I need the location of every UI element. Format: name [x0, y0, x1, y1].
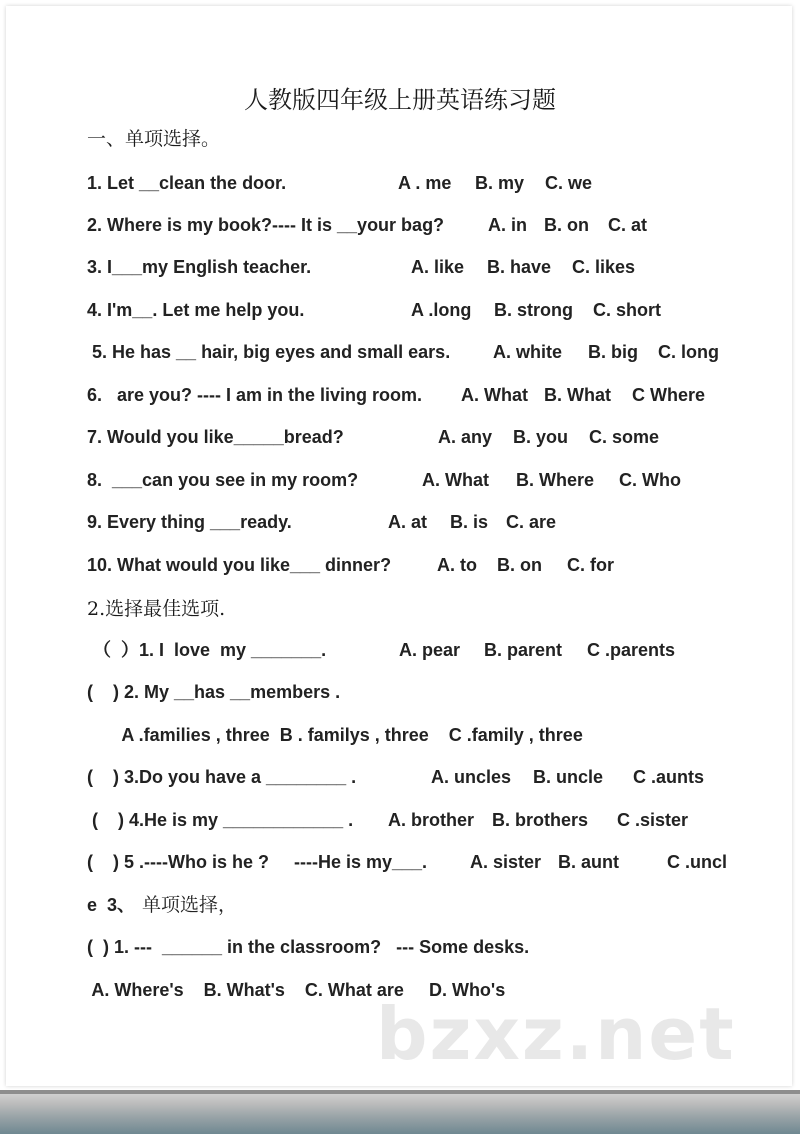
option-c: C. some	[589, 427, 660, 447]
option-b: B. brothers	[492, 810, 589, 830]
option-b: B. parent	[484, 640, 563, 660]
option-c: C. at	[608, 215, 648, 235]
question-text: 6. are you? ---- I am in the living room.	[87, 385, 423, 405]
option-a: A. in	[488, 215, 527, 235]
question-row	[87, 424, 660, 450]
option-b: B. have	[487, 257, 552, 277]
option-b: B. aunt	[558, 852, 619, 872]
question-row	[87, 934, 530, 960]
option-b: B. strong	[494, 300, 573, 320]
question-row	[87, 764, 705, 790]
question-row	[87, 637, 676, 663]
option-a: A. What	[422, 470, 489, 490]
question-row	[87, 170, 593, 196]
option-c: C .parents	[587, 640, 676, 660]
option-a: A. uncles	[431, 767, 512, 787]
option-b: B. on	[544, 215, 589, 235]
page-title: 人教版四年级上册英语练习题	[244, 86, 556, 114]
options-text: A .families , three B . familys , three C .family , three	[87, 725, 583, 745]
option-a: A. to	[437, 555, 477, 575]
watermark: bzxz.net	[376, 992, 736, 1076]
question-text: 4. I'm__. Let me help you.	[87, 300, 305, 320]
question-text: ( ) 1. --- ______ in the classroom? --- Some desks.	[87, 937, 530, 957]
section-3-heading-row	[87, 892, 238, 918]
option-b: B. is	[450, 512, 489, 532]
option-c: C. we	[545, 173, 593, 193]
option-a: A. white	[493, 342, 563, 362]
question-text: 3. I___my English teacher.	[87, 257, 312, 277]
section-2-heading: 2.选择最佳选项.	[87, 598, 226, 620]
section-3-heading: 单项选择，	[142, 894, 238, 916]
question-text: 9. Every thing ___ready.	[87, 512, 292, 532]
question-row	[87, 679, 341, 705]
option-c: C .uncl	[667, 852, 728, 872]
option-a: A. like	[411, 257, 465, 277]
question-row	[87, 807, 689, 833]
option-a: A .long	[411, 300, 472, 320]
option-a: A. What	[461, 385, 528, 405]
option-b: B. on	[497, 555, 542, 575]
question-text: 10. What would you like___ dinner?	[87, 555, 392, 575]
option-c: C. likes	[572, 257, 636, 277]
options-row	[87, 722, 583, 748]
option-c: C .sister	[617, 810, 689, 830]
option-b: B. What	[544, 385, 611, 405]
option-a: A. at	[388, 512, 428, 532]
options-text: A. Where's B. What's C. What are D. Who's	[87, 980, 506, 1000]
question-row	[87, 509, 557, 535]
question-text: ( ) 4.He is my ____________ .	[87, 810, 354, 830]
question-text: ( ) 3.Do you have a ________ .	[87, 767, 357, 787]
option-c: C Where	[632, 385, 706, 405]
option-c: C. are	[506, 512, 557, 532]
option-a: A. sister	[470, 852, 542, 872]
option-a: A. any	[438, 427, 493, 447]
page-divider	[0, 1090, 800, 1094]
option-b: B. my	[475, 173, 525, 193]
options-row	[87, 977, 506, 1003]
option-c: C. long	[658, 342, 719, 362]
question-text: 7. Would you like_____bread?	[87, 427, 344, 447]
question-row	[87, 212, 648, 238]
question-text: 8. ___can you see in my room?	[87, 470, 359, 490]
question-text: 1. Let __clean the door.	[87, 173, 287, 193]
option-c: C. short	[593, 300, 662, 320]
option-b: B. you	[513, 427, 569, 447]
option-a: A. brother	[388, 810, 475, 830]
option-b: B. big	[588, 342, 638, 362]
question-row	[87, 467, 681, 493]
question-text: （ ）1. I love my _______.	[93, 640, 327, 660]
option-b: B. uncle	[533, 767, 604, 787]
wrapped-text: e 3、	[87, 895, 136, 915]
question-text: ( ) 5 .----Who is he ? ----He is my___.	[87, 852, 428, 872]
section-1-heading: 一、单项选择。	[87, 128, 221, 150]
question-text: ( ) 2. My __has __members .	[87, 682, 341, 702]
question-row	[87, 552, 614, 578]
question-row	[87, 254, 636, 280]
question-text: 2. Where is my book?---- It is __your bag?	[87, 215, 445, 235]
next-page-preview	[0, 1090, 800, 1134]
option-a: A. pear	[399, 640, 461, 660]
option-c: C. Who	[619, 470, 681, 490]
question-row	[87, 339, 719, 365]
option-a: A . me	[398, 173, 452, 193]
document-page	[6, 6, 792, 1086]
question-row	[87, 297, 662, 323]
option-c: C .aunts	[633, 767, 705, 787]
question-row	[87, 849, 728, 875]
option-b: B. Where	[516, 470, 595, 490]
question-text: 5. He has __ hair, big eyes and small ears.	[87, 342, 451, 362]
question-row	[87, 382, 706, 408]
option-c: C. for	[567, 555, 614, 575]
